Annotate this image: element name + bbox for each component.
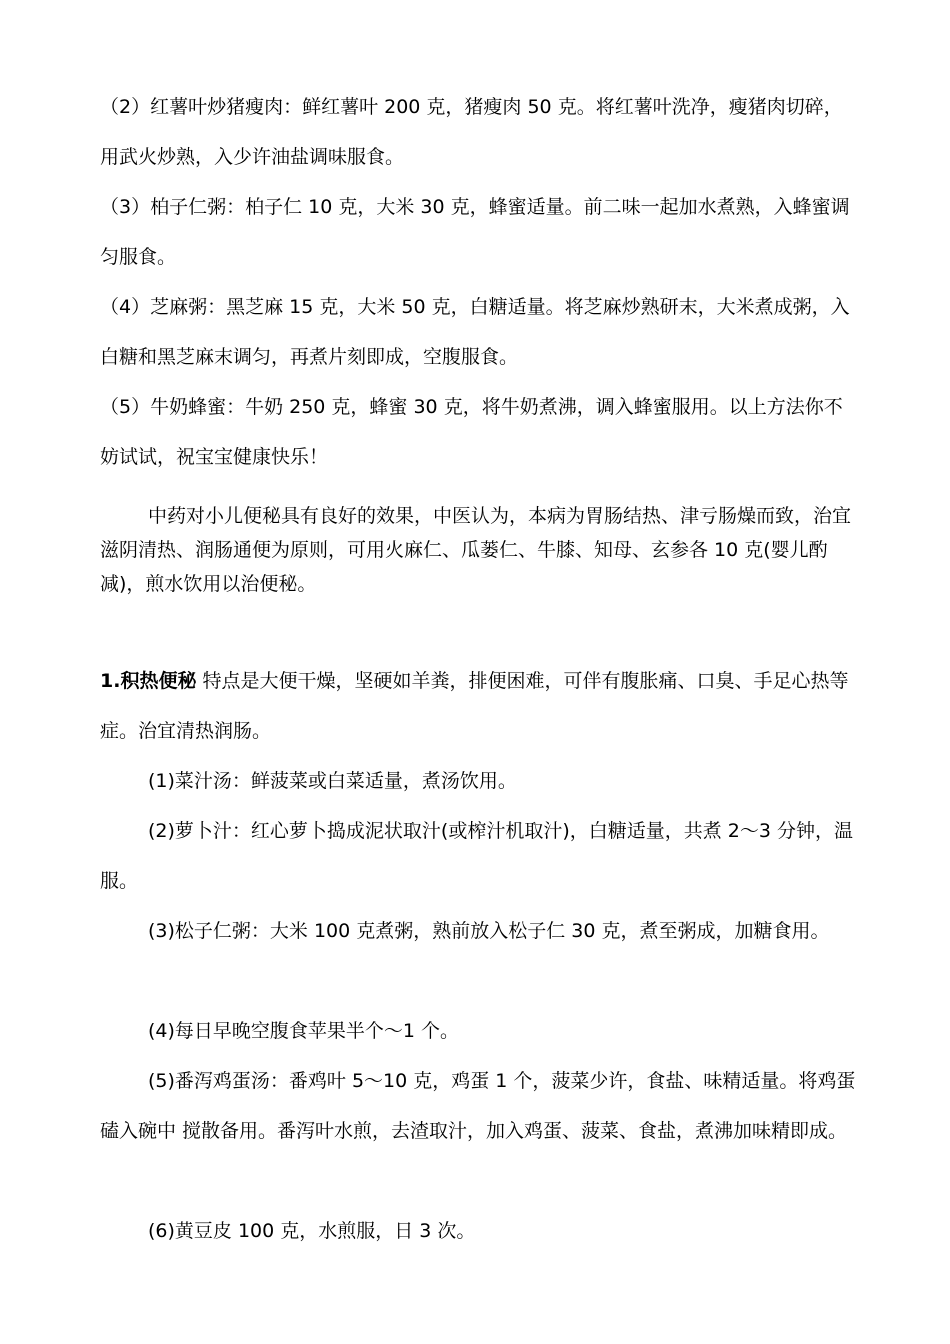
- section-heading: 1.积热便秘: [100, 670, 197, 692]
- recipe-item: (3)松子仁粥：大米 100 克煮粥，熟前放入松子仁 30 克，煮至粥成，加糖食用。: [148, 920, 830, 942]
- recipe-item: (5)番泻鸡蛋汤：番鸡叶 5～10 克，鸡蛋 1 个，菠菜少许，食盐、味精适量。将鸡蛋磕入碗中 搅散备用。番泻叶水煎，去渣取汁，加入鸡蛋、菠菜、食盐，煮沸加味精即成。: [100, 1070, 856, 1142]
- recipe-item: (4)每日早晚空腹食苹果半个～1 个。: [148, 1020, 460, 1042]
- recipe-item: (2)萝卜汁：红心萝卜捣成泥状取汁(或榨汁机取汁)，白糖适量，共煮 2～3 分钟，温服。: [100, 820, 853, 892]
- recipe-item: （3）柏子仁粥：柏子仁 10 克，大米 30 克，蜂蜜适量。前二味一起加水煮熟，入蜂蜜调匀服食。: [100, 196, 850, 268]
- recipe-item: (1)菜汁汤：鲜菠菜或白菜适量，煮汤饮用。: [148, 770, 517, 792]
- section-description: 特点是大便干燥，坚硬如羊粪，排便困难，可伴有腹胀痛、口臭、手足心热等 症。治宜清热润肠。: [100, 670, 849, 742]
- tcm-paragraph: 中药对小儿便秘具有良好的效果，中医认为，本病为胃肠结热、津亏肠燥而致，治宜滋阴清热、润肠通便为原则，可用火麻仁、瓜蒌仁、牛膝、知母、玄参各 10 克(婴儿酌减)，煎水饮用以治便秘。: [100, 505, 852, 595]
- recipe-item: (6)黄豆皮 100 克，水煎服，日 3 次。: [148, 1220, 476, 1242]
- recipe-item: （5）牛奶蜂蜜：牛奶 250 克，蜂蜜 30 克，将牛奶煮沸，调入蜂蜜服用。以上方法你不妨试试，祝宝宝健康快乐！: [100, 396, 843, 468]
- recipe-item: （2）红薯叶炒猪瘦肉：鲜红薯叶 200 克，猪瘦肉 50 克。将红薯叶洗净，瘦猪肉切碎，用武火炒熟，入少许油盐调味服食。: [100, 96, 843, 168]
- section-paragraph: [100, 656, 860, 756]
- recipe-item: （4）芝麻粥：黑芝麻 15 克，大米 50 克，白糖适量。将芝麻炒熟研末，大米煮成粥，入白糖和黑芝麻末调匀，再煮片刻即成，空腹服食。: [100, 296, 850, 368]
